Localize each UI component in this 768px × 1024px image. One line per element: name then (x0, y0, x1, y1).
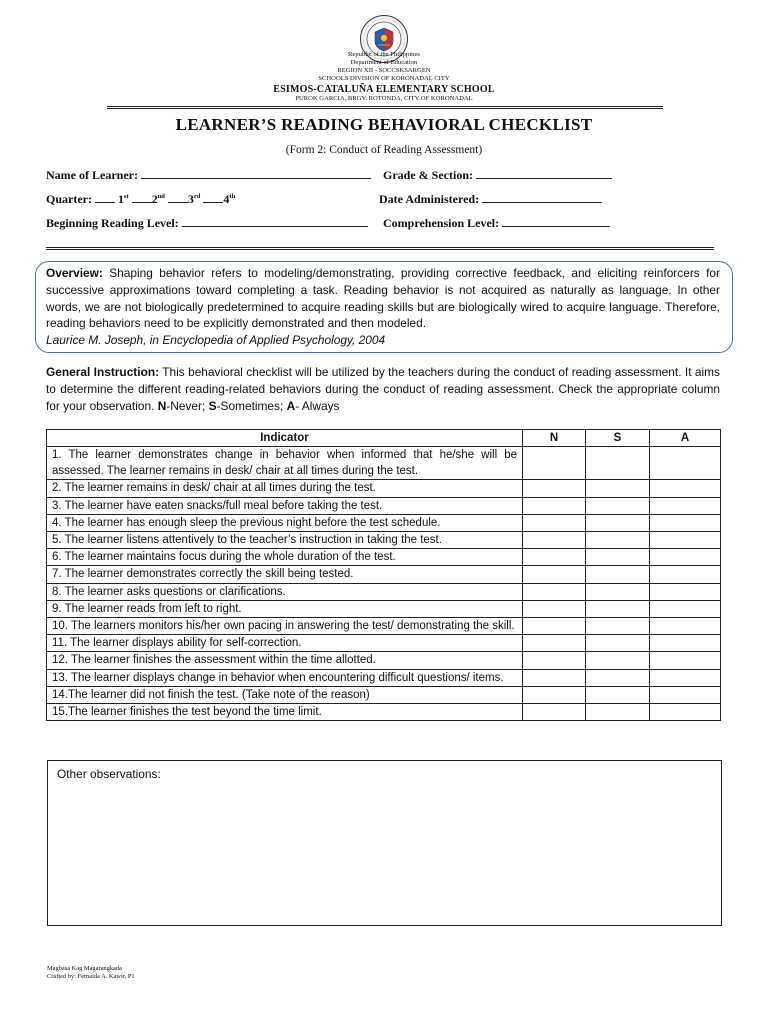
overview-text: Shaping behavior refers to modeling/demonstrating, providing corrective feedback, and eliciting reinforcers for successive approximations toward completing a task. Reading behavior is not acquired as naturally as language. In other words, we are not biologically predetermined to acquire reading skills but are biologically wired to acquire language. Therefore, reading behaviors need to be explicitly demonstrated and then modeled. (46, 266, 720, 331)
overview-citation: Laurice M. Joseph, in Encyclopedia of Applied Psychology, 2004 (46, 333, 386, 348)
quarter-4-checkline[interactable] (203, 192, 223, 203)
quarter-4-label: 4th (223, 192, 236, 206)
mark-n-14[interactable] (523, 686, 586, 703)
mark-n-7[interactable] (523, 566, 586, 583)
mark-n-8[interactable] (523, 583, 586, 600)
date-administered-blank[interactable] (482, 192, 602, 203)
indicator-4: 4. The learner has enough sleep the previous night before the test schedule. (47, 514, 523, 531)
beginning-reading-level-field[interactable] (46, 216, 368, 231)
mark-a-7[interactable] (650, 566, 721, 583)
legend-a-key: A (286, 399, 296, 413)
header-sometimes: S (586, 430, 650, 447)
header-never: N (523, 430, 586, 447)
legend-s-text: -Sometimes; (216, 399, 284, 413)
footer-crafted-by: Crafted by: Fernaida A. Kawir, P1 (47, 973, 135, 980)
legend-s-key: S (208, 399, 217, 413)
quarter-label: Quarter: (46, 192, 92, 206)
mark-a-9[interactable] (650, 600, 721, 617)
mark-a-6[interactable] (650, 549, 721, 566)
mark-n-15[interactable] (523, 704, 586, 721)
table-row (47, 686, 721, 703)
mark-n-10[interactable] (523, 618, 586, 635)
table-row (47, 514, 721, 531)
behavior-checklist-table (46, 429, 721, 721)
comprehension-level-field[interactable] (383, 216, 610, 231)
table-row (47, 704, 721, 721)
indicator-1: 1. The learner demonstrates change in behavior when informed that he/she will be assessed. The learner remains in desk/ chair at all times during the test. (47, 447, 523, 480)
table-row (47, 652, 721, 669)
indicator-15: 15.The learner finishes the test beyond the time limit. (47, 704, 523, 721)
grade-section-field[interactable] (383, 168, 612, 183)
mark-n-4[interactable] (523, 514, 586, 531)
legend-n-key: N (157, 399, 167, 413)
other-observations-label: Other observations: (57, 767, 161, 781)
quarter-1-checkline[interactable] (95, 192, 115, 203)
quarter-field[interactable] (46, 192, 235, 207)
indicator-10: 10. The learners monitors his/her own pacing in answering the test/ demonstrating the skill. (47, 618, 523, 635)
mark-n-2[interactable] (523, 480, 586, 497)
mark-a-13[interactable] (650, 669, 721, 686)
mark-s-15[interactable] (586, 704, 650, 721)
mark-a-10[interactable] (650, 618, 721, 635)
other-observations-box[interactable] (47, 760, 722, 926)
mark-a-14[interactable] (650, 686, 721, 703)
table-row (47, 600, 721, 617)
header-address: PUROK GARCIA, BRGY. ROTONDA, CITY OF KORONADAL (295, 95, 473, 102)
indicator-6: 6. The learner maintains focus during the whole duration of the test. (47, 549, 523, 566)
header-always: A (650, 430, 721, 447)
legend-a-text: - Always (295, 399, 340, 413)
comprehension-level-label: Comprehension Level: (383, 216, 500, 230)
mark-a-12[interactable] (650, 652, 721, 669)
header-indicator: Indicator (47, 430, 523, 447)
document-subtitle: (Form 2: Conduct of Reading Assessment) (285, 144, 483, 156)
overview-paragraph (46, 265, 720, 349)
indicator-8: 8. The learner asks questions or clarifications. (47, 583, 523, 600)
mark-s-9[interactable] (586, 600, 650, 617)
mark-n-13[interactable] (523, 669, 586, 686)
document-title: LEARNER’S READING BEHAVIORAL CHECKLIST (175, 115, 593, 134)
overview-label: Overview: (46, 266, 103, 280)
indicator-13: 13. The learner displays change in behavior when encountering difficult questions/ items. (47, 669, 523, 686)
quarter-1-label: 1st (117, 192, 129, 206)
indicator-2: 2. The learner remains in desk/ chair at all times during the test. (47, 480, 523, 497)
table-row (47, 583, 721, 600)
grade-section-blank[interactable] (476, 168, 612, 179)
mark-a-4[interactable] (650, 514, 721, 531)
mark-n-5[interactable] (523, 532, 586, 549)
header-school-name: ESIMOS-CATALUÑA ELEMENTARY SCHOOL (273, 84, 495, 95)
table-row (47, 497, 721, 514)
mark-s-2[interactable] (586, 480, 650, 497)
footer-motto: Magbasa Kag Magarangkada (47, 965, 122, 972)
section-divider-2 (46, 249, 714, 250)
mark-a-15[interactable] (650, 704, 721, 721)
header-rule-2 (107, 108, 663, 109)
mark-n-11[interactable] (523, 635, 586, 652)
mark-n-12[interactable] (523, 652, 586, 669)
mark-s-1[interactable] (586, 447, 650, 480)
quarter-3-label: 3rd (187, 192, 201, 206)
mark-s-14[interactable] (586, 686, 650, 703)
indicator-5: 5. The learner listens attentively to the teacher’s instruction in taking the test. (47, 532, 523, 549)
mark-s-10[interactable] (586, 618, 650, 635)
general-instruction (46, 364, 720, 415)
header-rule (107, 106, 663, 107)
mark-a-11[interactable] (650, 635, 721, 652)
table-row (47, 447, 721, 480)
table-row (47, 635, 721, 652)
date-administered-label: Date Administered: (379, 192, 480, 206)
mark-a-1[interactable] (650, 447, 721, 480)
indicator-7: 7. The learner demonstrates correctly the skill being tested. (47, 566, 523, 583)
indicator-14: 14.The learner did not finish the test. (Take note of the reason) (47, 686, 523, 703)
comprehension-level-blank[interactable] (502, 216, 610, 227)
table-row (47, 480, 721, 497)
mark-n-3[interactable] (523, 497, 586, 514)
mark-s-13[interactable] (586, 669, 650, 686)
mark-a-5[interactable] (650, 532, 721, 549)
name-of-learner-field[interactable] (46, 168, 371, 183)
mark-s-5[interactable] (586, 532, 650, 549)
mark-s-4[interactable] (586, 514, 650, 531)
instruction-text: This behavioral checklist will be utilized by the teachers during the conduct of reading assessment. It aims to determine the different reading-related behaviors during the conduct of reading assessment. Check the appropriate column for your observation. (46, 365, 720, 413)
mark-n-6[interactable] (523, 549, 586, 566)
header-department: Department of Education (350, 59, 418, 66)
table-row (47, 618, 721, 635)
quarter-2-checkline[interactable] (132, 192, 152, 203)
mark-n-9[interactable] (523, 600, 586, 617)
header-republic: Republic of the Philippines (348, 51, 420, 58)
instruction-label: General Instruction: (46, 365, 160, 379)
mark-s-12[interactable] (586, 652, 650, 669)
grade-section-label: Grade & Section: (383, 168, 473, 182)
indicator-12: 12. The learner finishes the assessment within the time allotted. (47, 652, 523, 669)
table-row (47, 532, 721, 549)
section-divider (46, 247, 714, 248)
table-row (47, 669, 721, 686)
name-of-learner-label: Name of Learner: (46, 168, 138, 182)
header-region: REGION XII - SOCCSKSARGEN (337, 67, 431, 74)
table-header-row (47, 430, 721, 447)
mark-s-8[interactable] (586, 583, 650, 600)
beginning-reading-level-blank[interactable] (182, 216, 368, 227)
mark-s-3[interactable] (586, 497, 650, 514)
table-row (47, 549, 721, 566)
mark-a-2[interactable] (650, 480, 721, 497)
mark-a-3[interactable] (650, 497, 721, 514)
header-division: SCHOOLS DIVISION OF KORONADAL CITY (318, 75, 450, 82)
date-administered-field[interactable] (379, 192, 602, 207)
mark-a-8[interactable] (650, 583, 721, 600)
indicator-3: 3. The learner have eaten snacks/full meal before taking the test. (47, 497, 523, 514)
name-of-learner-blank[interactable] (141, 168, 371, 179)
mark-n-1[interactable] (523, 447, 586, 480)
indicator-9: 9. The learner reads from left to right. (47, 600, 523, 617)
mark-s-11[interactable] (586, 635, 650, 652)
table-row (47, 566, 721, 583)
quarter-3-checkline[interactable] (168, 192, 188, 203)
mark-s-7[interactable] (586, 566, 650, 583)
legend-n-text: -Never; (166, 399, 206, 413)
mark-s-6[interactable] (586, 549, 650, 566)
quarter-2-label: 2nd (151, 192, 165, 206)
beginning-reading-level-label: Beginning Reading Level: (46, 216, 179, 230)
indicator-11: 11. The learner displays ability for self-correction. (47, 635, 523, 652)
